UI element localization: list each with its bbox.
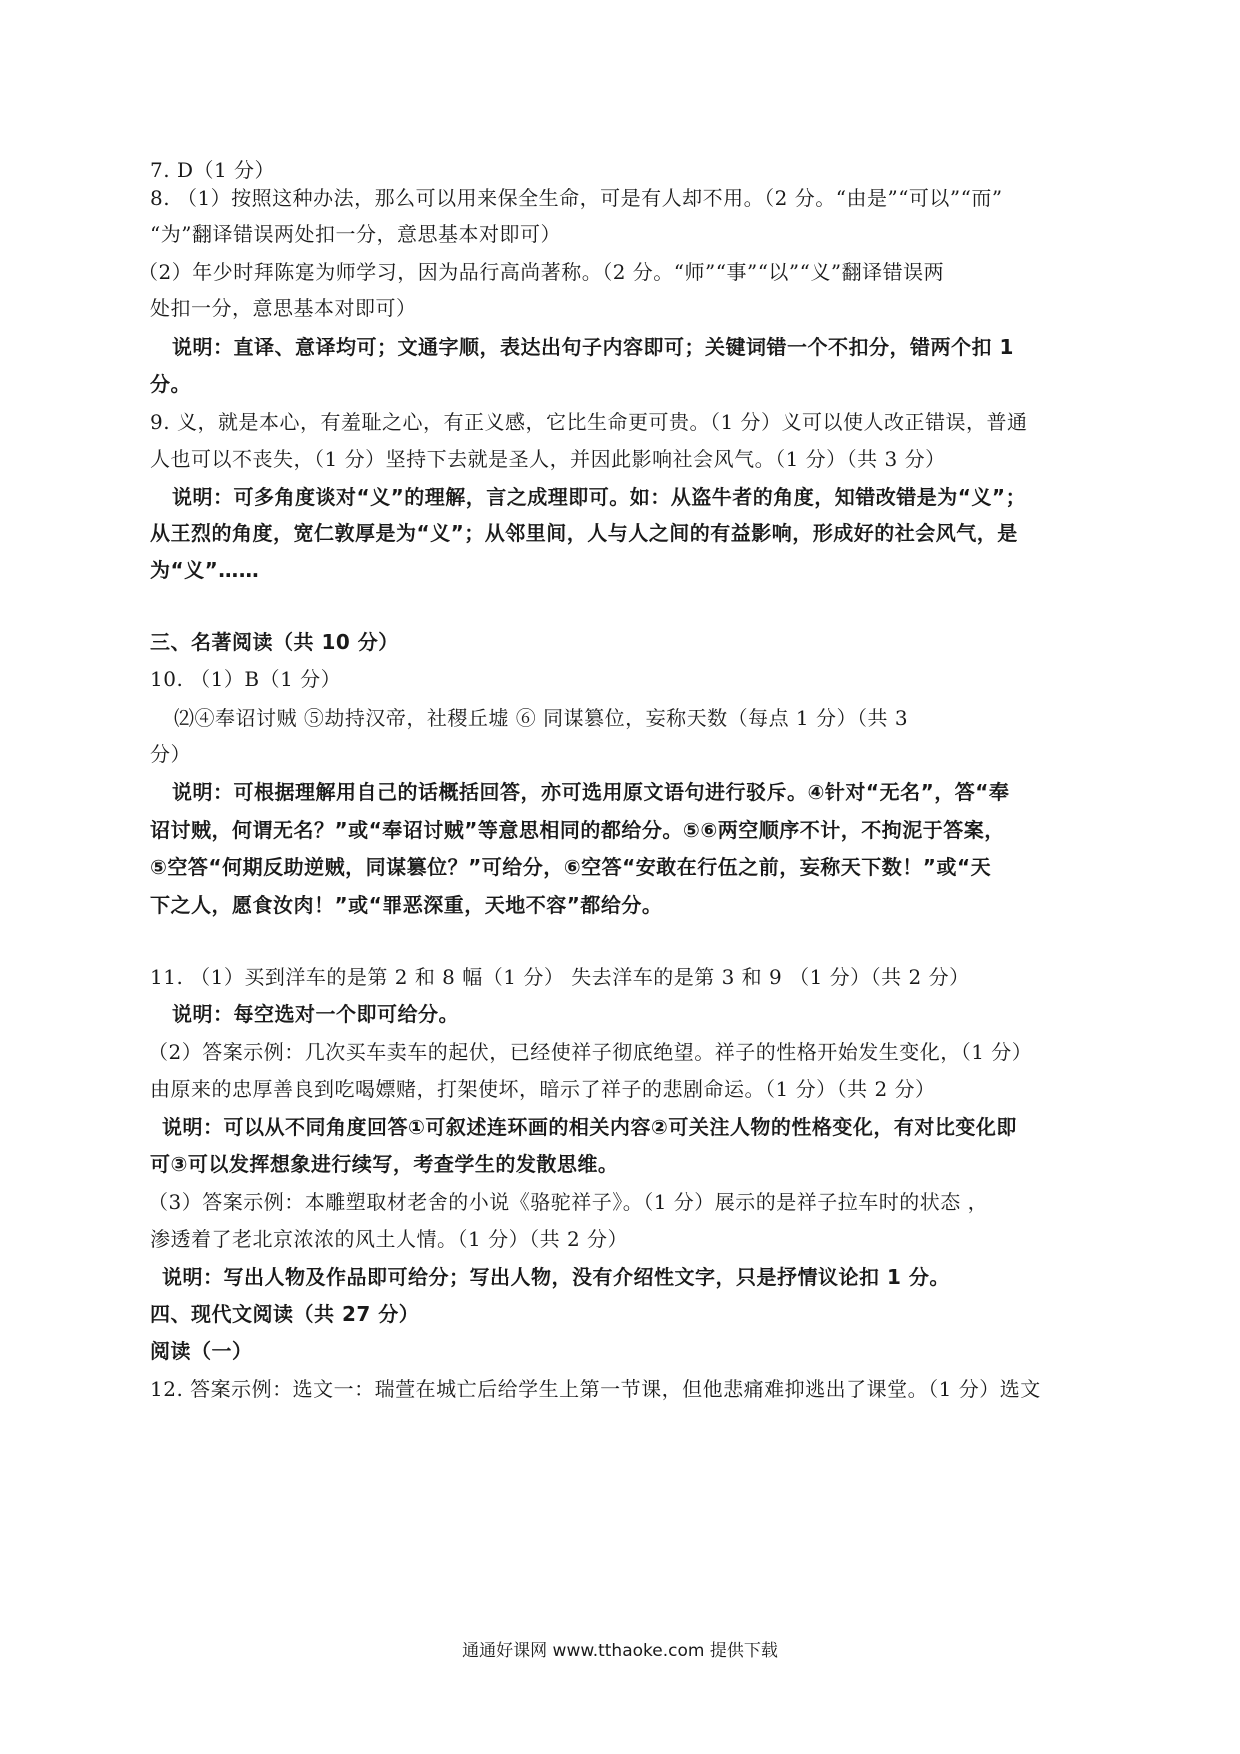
answer-8-1: 8. （1）按照这种办法，那么可以用来保全生命，可是有人却不用。（2 分。“由是”“可以”“而” xyxy=(150,186,1003,210)
answer-8-2-cont: 处扣一分，意思基本对即可） xyxy=(150,296,417,320)
answer-10-2: ⑵④奉诏讨贼 ⑤劫持汉帝，社稷丘墟 ⑥ 同谋篡位，妄称天数（每点 1 分）（共 3 xyxy=(174,706,909,730)
note-9: 说明：可多角度谈对“义”的理解，言之成理即可。如：从盗牛者的角度，知错改错是为“义”； xyxy=(172,485,1027,509)
note-8: 说明：直译、意译均可；文通字顺，表达出句子内容即可；关键词错一个不扣分，错两个扣 1 xyxy=(172,335,1014,359)
note-8-cont: 分。 xyxy=(150,372,191,396)
answer-8-2: （2）年少时拜陈寔为师学习，因为品行高尚著称。（2 分。“师”“事”“以”“义”翻译错误两 xyxy=(138,260,945,284)
answer-11-3: （3）答案示例：本雕塑取材老舍的小说《骆驼祥子》。（1 分）展示的是祥子拉车时的状态 ， xyxy=(148,1190,989,1214)
answer-10-2-cont: 分） xyxy=(150,742,191,766)
section-3-heading: 三、名著阅读（共 10 分） xyxy=(150,630,399,654)
answer-11-2: （2）答案示例：几次买车卖车的起伏，已经使祥子彻底绝望。祥子的性格开始发生变化，（1 分） xyxy=(148,1040,1033,1064)
answer-11-1: 11. （1）买到洋车的是第 2 和 8 幅（1 分） 失去洋车的是第 3 和 9 （1 分）（共 2 分） xyxy=(150,965,970,989)
note-10-cont-3: 下之人，愿食汝肉！”或“罪恶深重，天地不容”都给分。 xyxy=(150,893,663,917)
section-4-heading: 四、现代文阅读（共 27 分） xyxy=(150,1302,420,1326)
answer-9-cont: 人也可以不丧失，（1 分）坚持下去就是圣人，并因此影响社会风气。（1 分）（共 3 分） xyxy=(150,447,946,471)
note-11-3: 说明：写出人物及作品即可给分；写出人物，没有介绍性文字，只是抒情议论扣 1 分。 xyxy=(162,1265,950,1289)
note-11-2-cont: 可③可以发挥想象进行续写，考查学生的发散思维。 xyxy=(150,1152,619,1176)
answer-11-3-cont: 渗透着了老北京浓浓的风土人情。（1 分）（共 2 分） xyxy=(150,1227,629,1251)
answer-11-2-cont: 由原来的忠厚善良到吃喝嫖赌，打架使坏，暗示了祥子的悲剧命运。（1 分）（共 2 分） xyxy=(150,1077,936,1101)
note-11-2: 说明：可以从不同角度回答①可叙述连环画的相关内容②可关注人物的性格变化，有对比变化即 xyxy=(162,1115,1017,1139)
note-11-1: 说明：每空选对一个即可给分。 xyxy=(172,1002,459,1026)
note-10-cont-1: 诏讨贼，何谓无名？”或“奉诏讨贼”等意思相同的都给分。⑤⑥两空顺序不计，不拘泥于答案， xyxy=(150,818,1005,842)
note-9-cont-2: 为“义”…… xyxy=(150,558,260,582)
note-9-cont-1: 从王烈的角度，宽仁敦厚是为“义”；从邻里间，人与人之间的有益影响，形成好的社会风气，是 xyxy=(150,521,1018,545)
note-10: 说明：可根据理解用自己的话概括回答，亦可选用原文语句进行驳斥。④针对“无名”，答“奉 xyxy=(172,780,1010,804)
answer-10-1: 10. （1）B（1 分） xyxy=(150,667,342,691)
reading-1-heading: 阅读（一） xyxy=(150,1339,253,1363)
answer-9: 9. 义，就是本心，有羞耻之心，有正义感，它比生命更可贵。（1 分）义可以使人改正错误，普通 xyxy=(150,410,1028,434)
page-footer: 通通好课网 www.tthaoke.com 提供下载 xyxy=(462,1641,778,1661)
note-10-cont-2: ⑤空答“何期反助逆贼，同谋篡位？”可给分，⑥空答“安敢在行伍之前，妄称天下数！”或“天 xyxy=(150,855,992,879)
answer-12: 12. 答案示例：选文一：瑞萱在城亡后给学生上第一节课，但他悲痛难抑逃出了课堂。（1 分）选文 xyxy=(150,1377,1041,1401)
answer-8-1-cont: “为”翻译错误两处扣一分，意思基本对即可） xyxy=(150,222,561,246)
answer-7: 7. D（1 分） xyxy=(150,158,276,182)
